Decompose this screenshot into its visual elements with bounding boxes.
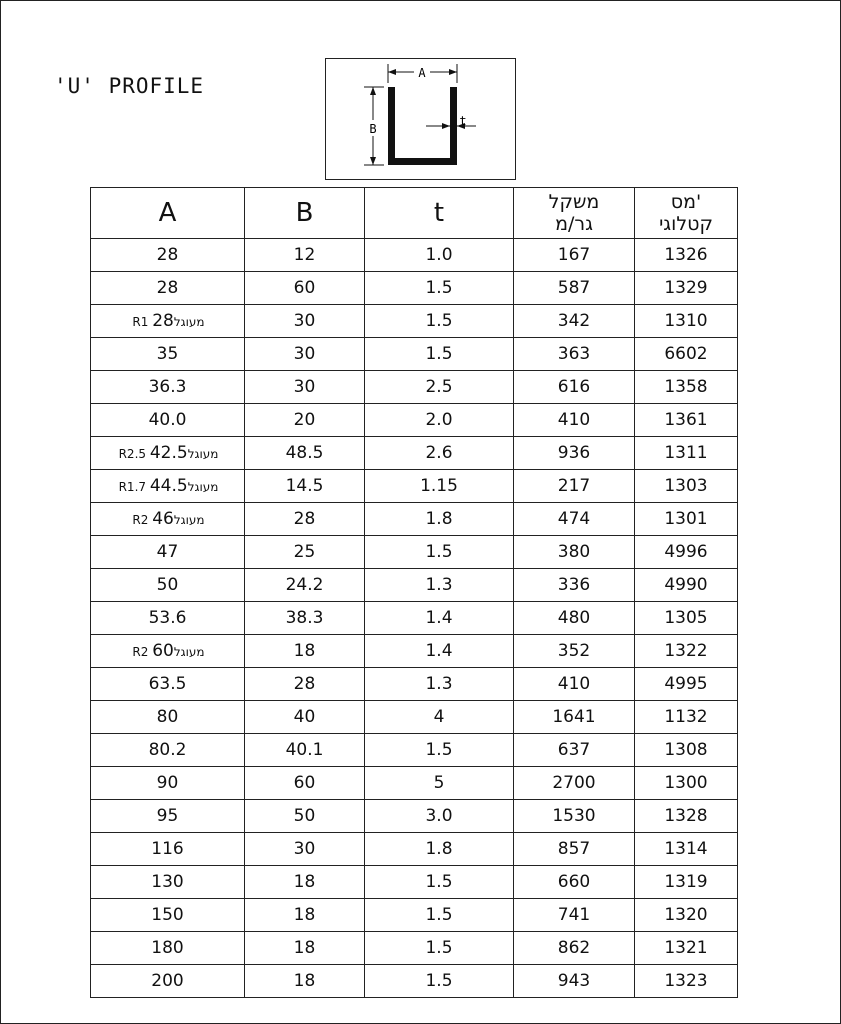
- cell-a-note: R1.7 מעוגל: [118, 480, 219, 494]
- cell-b: 24.2: [245, 569, 365, 602]
- cell-a-value: 35: [156, 344, 179, 364]
- dimension-label-t: t: [459, 114, 467, 128]
- cell-t: 1.3: [365, 569, 514, 602]
- cell-weight: 587: [514, 272, 635, 305]
- cell-t: 1.4: [365, 635, 514, 668]
- cell-a-value: 90: [156, 773, 179, 793]
- table-row: [91, 932, 738, 965]
- cell-a: [91, 602, 245, 635]
- cell-a-note: R2 מעוגל: [132, 645, 205, 659]
- cell-catalog: 1300: [635, 767, 738, 800]
- cell-weight: 480: [514, 602, 635, 635]
- cell-a: [91, 404, 245, 437]
- cell-a-value: 28: [156, 278, 179, 298]
- cell-b: 28: [245, 668, 365, 701]
- cell-catalog: 1320: [635, 899, 738, 932]
- cell-a-value: 60: [152, 641, 174, 661]
- cell-b: 40.1: [245, 734, 365, 767]
- cell-catalog: 1311: [635, 437, 738, 470]
- cell-weight: 336: [514, 569, 635, 602]
- cell-a: [91, 734, 245, 767]
- table-row: [91, 503, 738, 536]
- cell-weight: 857: [514, 833, 635, 866]
- cell-a-value: 47: [156, 542, 179, 562]
- cell-a: [91, 371, 245, 404]
- cell-catalog: 4995: [635, 668, 738, 701]
- cell-a-value: 53.6: [148, 608, 187, 628]
- cell-t: 2.0: [365, 404, 514, 437]
- header-weight-line1: משקל: [548, 191, 600, 213]
- cell-weight: 410: [514, 404, 635, 437]
- cell-a: [91, 899, 245, 932]
- cell-a-value: 63.5: [148, 674, 187, 694]
- u-profile-spec-table: [90, 187, 738, 998]
- cell-t: 1.5: [365, 932, 514, 965]
- header-catalog-line2: קטלוגי: [659, 213, 713, 235]
- table-row: [91, 767, 738, 800]
- cell-b: 38.3: [245, 602, 365, 635]
- table-row: [91, 569, 738, 602]
- cell-weight: 862: [514, 932, 635, 965]
- cell-catalog: 1314: [635, 833, 738, 866]
- cell-b: 30: [245, 338, 365, 371]
- header-weight: [514, 188, 635, 239]
- cell-a-value: 200: [151, 971, 184, 991]
- cell-catalog: 1303: [635, 470, 738, 503]
- cell-t: 1.5: [365, 305, 514, 338]
- header-catalog: [635, 188, 738, 239]
- table-row: [91, 239, 738, 272]
- cell-weight: 936: [514, 437, 635, 470]
- cell-weight: 741: [514, 899, 635, 932]
- cell-b: 28: [245, 503, 365, 536]
- cell-a: [91, 305, 245, 338]
- cell-catalog: 1328: [635, 800, 738, 833]
- cell-weight: 352: [514, 635, 635, 668]
- cell-a: [91, 767, 245, 800]
- cell-a-value: 28: [156, 245, 179, 265]
- table-row: [91, 602, 738, 635]
- cell-a: [91, 470, 245, 503]
- cell-catalog: 1319: [635, 866, 738, 899]
- header-t: t: [365, 188, 514, 239]
- cell-a: [91, 965, 245, 998]
- cell-t: 1.5: [365, 536, 514, 569]
- header-b: B: [245, 188, 365, 239]
- cell-a-value: 46: [152, 509, 174, 529]
- table-row: [91, 272, 738, 305]
- cell-b: 18: [245, 635, 365, 668]
- cell-t: 2.5: [365, 371, 514, 404]
- dimension-label-a: A: [418, 66, 426, 80]
- table-row: [91, 470, 738, 503]
- cell-weight: 167: [514, 239, 635, 272]
- cell-weight: 616: [514, 371, 635, 404]
- cell-t: 2.6: [365, 437, 514, 470]
- cell-b: 48.5: [245, 437, 365, 470]
- table-row: [91, 536, 738, 569]
- cell-a: [91, 635, 245, 668]
- table-row: [91, 701, 738, 734]
- cell-catalog: 1358: [635, 371, 738, 404]
- cell-b: 12: [245, 239, 365, 272]
- cell-catalog: 4996: [635, 536, 738, 569]
- cell-weight: 1641: [514, 701, 635, 734]
- cell-weight: 410: [514, 668, 635, 701]
- cell-a-value: 116: [151, 839, 184, 859]
- header-catalog-line1: מס': [670, 191, 702, 213]
- cell-weight: 637: [514, 734, 635, 767]
- cell-b: 30: [245, 833, 365, 866]
- cell-catalog: 1301: [635, 503, 738, 536]
- table-row: [91, 899, 738, 932]
- table-row: [91, 305, 738, 338]
- cell-a: [91, 866, 245, 899]
- cell-b: 60: [245, 272, 365, 305]
- cell-catalog: 1310: [635, 305, 738, 338]
- cell-a: [91, 932, 245, 965]
- table-row: [91, 734, 738, 767]
- cell-a-value: 180: [151, 938, 184, 958]
- cell-b: 30: [245, 371, 365, 404]
- cell-t: 1.5: [365, 338, 514, 371]
- cell-t: 1.5: [365, 866, 514, 899]
- cell-catalog: 1329: [635, 272, 738, 305]
- cell-t: 1.8: [365, 503, 514, 536]
- cell-catalog: 1323: [635, 965, 738, 998]
- table-row: [91, 965, 738, 998]
- table-row: [91, 635, 738, 668]
- u-profile-diagram: [325, 58, 516, 180]
- table-row: [91, 338, 738, 371]
- table-row: [91, 437, 738, 470]
- cell-t: 1.3: [365, 668, 514, 701]
- cell-t: 1.5: [365, 965, 514, 998]
- cell-b: 20: [245, 404, 365, 437]
- cell-a-note: R2.5 מעוגל: [118, 447, 219, 461]
- cell-weight: 474: [514, 503, 635, 536]
- cell-b: 25: [245, 536, 365, 569]
- cell-weight: 342: [514, 305, 635, 338]
- cell-weight: 363: [514, 338, 635, 371]
- cell-a-note: R1 מעוגל: [132, 315, 205, 329]
- cell-b: 50: [245, 800, 365, 833]
- cell-a-value: 36.3: [148, 377, 187, 397]
- cell-a: [91, 800, 245, 833]
- cell-t: 1.5: [365, 272, 514, 305]
- cell-catalog: 1321: [635, 932, 738, 965]
- cell-a: [91, 437, 245, 470]
- cell-b: 60: [245, 767, 365, 800]
- cell-a: [91, 569, 245, 602]
- cell-a-value: 50: [156, 575, 179, 595]
- cell-t: 3.0: [365, 800, 514, 833]
- cell-a: [91, 338, 245, 371]
- cell-catalog: 6602: [635, 338, 738, 371]
- page-title: 'U' PROFILE: [54, 74, 205, 98]
- cell-a-value: 40.0: [148, 410, 187, 430]
- cell-b: 30: [245, 305, 365, 338]
- header-row: [91, 188, 738, 239]
- cell-catalog: 1361: [635, 404, 738, 437]
- cell-t: 5: [365, 767, 514, 800]
- cell-t: 4: [365, 701, 514, 734]
- cell-a-value: 44.5: [149, 476, 188, 496]
- cell-b: 18: [245, 965, 365, 998]
- cell-weight: 217: [514, 470, 635, 503]
- table-row: [91, 404, 738, 437]
- cell-weight: 380: [514, 536, 635, 569]
- cell-a-value: 130: [151, 872, 184, 892]
- cell-a: [91, 239, 245, 272]
- cell-a: [91, 701, 245, 734]
- cell-b: 18: [245, 866, 365, 899]
- cell-a-note: R2 מעוגל: [132, 513, 205, 527]
- cell-a-value: 95: [156, 806, 179, 826]
- cell-a: [91, 536, 245, 569]
- cell-weight: 943: [514, 965, 635, 998]
- table-row: [91, 833, 738, 866]
- cell-b: 18: [245, 899, 365, 932]
- cell-weight: 660: [514, 866, 635, 899]
- u-profile-drawing: [326, 59, 515, 179]
- cell-t: 1.5: [365, 899, 514, 932]
- table-row: [91, 668, 738, 701]
- cell-a-value: 150: [151, 905, 184, 925]
- cell-catalog: 1305: [635, 602, 738, 635]
- cell-catalog: 1132: [635, 701, 738, 734]
- cell-b: 40: [245, 701, 365, 734]
- cell-a-value: 28: [152, 311, 174, 331]
- header-a: A: [91, 188, 245, 239]
- cell-t: 1.4: [365, 602, 514, 635]
- cell-a-value: 80.2: [148, 740, 187, 760]
- cell-catalog: 1322: [635, 635, 738, 668]
- table-row: [91, 371, 738, 404]
- cell-a-value: 42.5: [149, 443, 188, 463]
- cell-t: 1.0: [365, 239, 514, 272]
- cell-a: [91, 272, 245, 305]
- cell-t: 1.15: [365, 470, 514, 503]
- dimension-label-b: B: [369, 122, 377, 136]
- cell-catalog: 4990: [635, 569, 738, 602]
- cell-b: 14.5: [245, 470, 365, 503]
- cell-t: 1.8: [365, 833, 514, 866]
- table-row: [91, 800, 738, 833]
- cell-t: 1.5: [365, 734, 514, 767]
- cell-catalog: 1308: [635, 734, 738, 767]
- cell-a: [91, 833, 245, 866]
- cell-a-value: 80: [156, 707, 179, 727]
- cell-a: [91, 503, 245, 536]
- table-row: [91, 866, 738, 899]
- cell-a: [91, 668, 245, 701]
- cell-catalog: 1326: [635, 239, 738, 272]
- cell-b: 18: [245, 932, 365, 965]
- header-weight-line2: גר/מ: [555, 213, 593, 235]
- cell-weight: 1530: [514, 800, 635, 833]
- cell-weight: 2700: [514, 767, 635, 800]
